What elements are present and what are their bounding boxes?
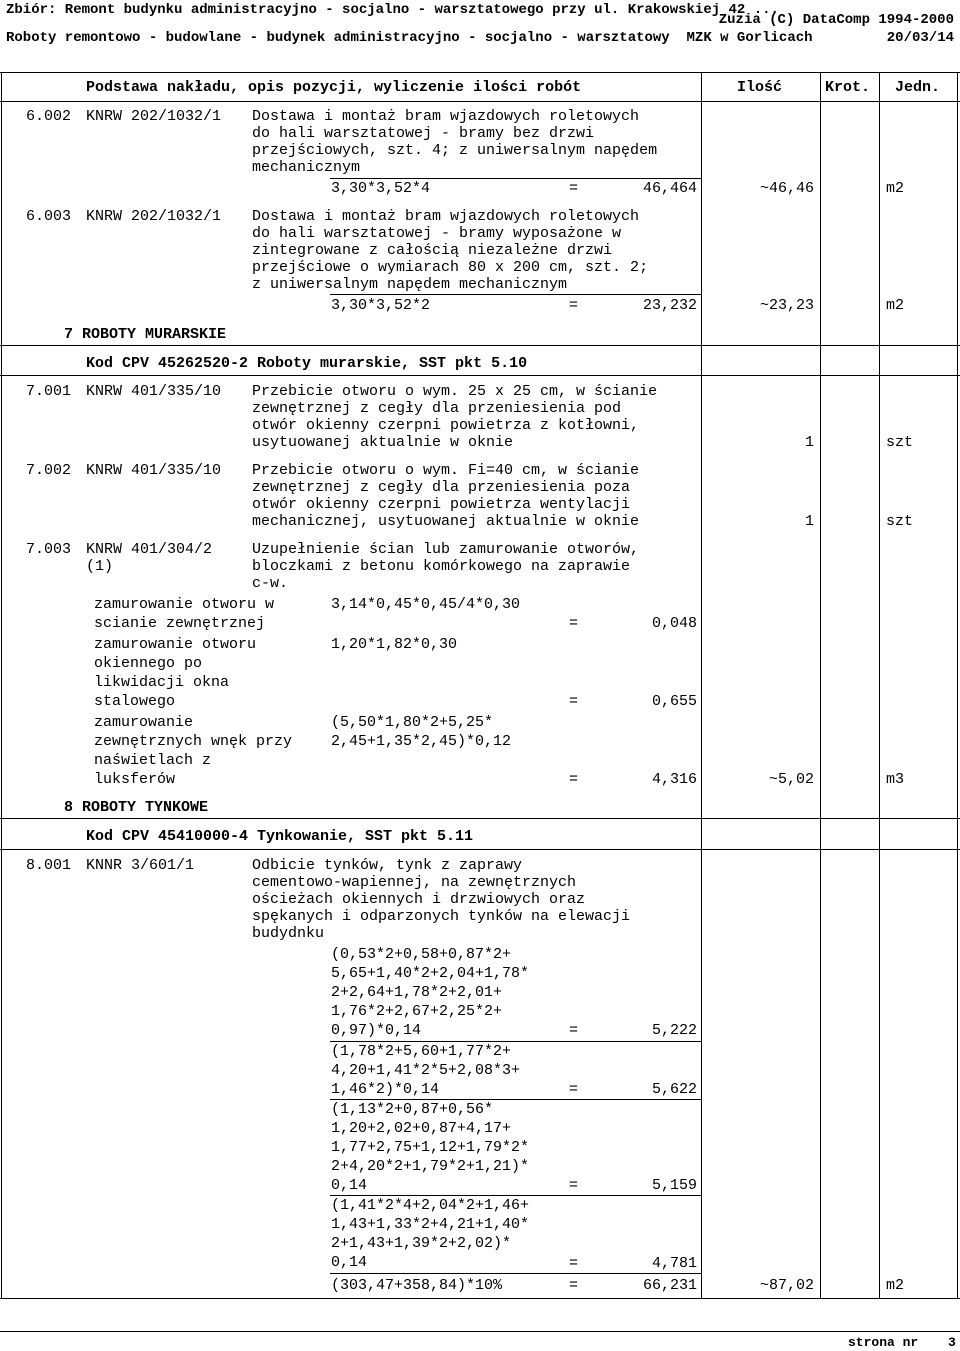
equals-sign: = [569, 693, 579, 710]
col-krot-divider [820, 72, 821, 1299]
sub-formula: (303,47+358,84)*10% [331, 1277, 503, 1294]
item-unit: szt [886, 434, 914, 451]
equals-sign: = [569, 1177, 579, 1194]
table-bottom-border [0, 1298, 960, 1299]
page-number: 3 [948, 1335, 956, 1350]
header-unit: Jedn. [895, 79, 941, 96]
item-number: 7.001 [26, 383, 72, 400]
equals-sign: = [569, 297, 579, 314]
equals-sign: = [569, 1255, 579, 1272]
formula-separator [330, 294, 701, 295]
doc-subtitle: Roboty remontowo - budowlane - budynek administracyjno - socjalno - warsztatowy MZK w Gorlicach [6, 30, 813, 46]
sub-result: 4,781 [651, 1255, 697, 1272]
header-qty: Ilość [737, 79, 783, 96]
software-credit: Zuzia (C) DataComp 1994-2000 [718, 12, 954, 28]
item-qty: 1 [804, 434, 814, 451]
equals-sign: = [569, 1081, 579, 1098]
section-title: 7 ROBOTY MURARSKIE [64, 326, 227, 343]
item-number: 6.003 [26, 208, 72, 225]
section-cpv: Kod CPV 45410000-4 Tynkowanie, SST pkt 5.11 [86, 828, 474, 845]
col-qty-divider [701, 72, 702, 1299]
sub-formula: (5,50*1,80*2+5,25* 2,45+1,35*2,45)*0,12 [331, 714, 512, 750]
item-unit: szt [886, 513, 914, 530]
sub-formula: (0,53*2+0,58+0,87*2+ 5,65+1,40*2+2,04+1,78* 2+2,64+1,78*2+2,01+ 1,76*2+2,67+2,25*2+ 0,97)*0,14 [331, 946, 530, 1039]
footer-rule [0, 1331, 960, 1332]
item-total: ~87,02 [759, 1277, 814, 1294]
col-unit-divider [879, 72, 880, 1299]
equals-sign: = [569, 180, 579, 197]
sub-result: 5,159 [651, 1177, 697, 1194]
formula-separator [330, 1273, 701, 1274]
sub-formula: (1,78*2+5,60+1,77*2+ 4,20+1,41*2*5+2,08*3+ 1,46*2)*0,14 [331, 1043, 521, 1098]
formula-separator [330, 178, 701, 179]
item-description: Przebicie otworu o wym. Fi=40 cm, w ścianie zewnętrznej z cegły dla przeniesienia poza otwór okienny czerpni powietrza wentylacji mechanicznej, usytuowanej aktualnie w oknie [252, 462, 640, 530]
item-total: ~23,23 [759, 297, 814, 314]
item-code: KNRW 401/335/10 [86, 462, 222, 479]
item-description: Dostawa i montaż bram wjazdowych roletowych do hali warsztatowej - bramy wyposażone w zintegrowane z całością niezależne drzwi przejściowe o wymiarach 80 x 200 cm, szt. 2; z uniwersalnym napędem mechanicznym [252, 208, 649, 293]
section-divider [0, 375, 960, 376]
item-number: 7.002 [26, 462, 72, 479]
item-number: 7.003 [26, 541, 72, 558]
sub-label: zamurowanie otworu okiennego po likwidacji okna stalowego [94, 636, 257, 710]
item-description: Dostawa i montaż bram wjazdowych roletowych do hali warsztatowej - bramy bez drzwi przejściowych, szt. 4; z uniwersalnym napędem mechanicznym [252, 108, 658, 176]
sub-label: zamurowanie zewnętrznych wnęk przy naświetlach z luksferów [94, 714, 293, 788]
item-formula: 3,30*3,52*4 [331, 180, 431, 197]
equals-sign: = [569, 1022, 579, 1039]
item-code: KNRW 401/335/10 [86, 383, 222, 400]
item-result: 46,464 [642, 180, 697, 197]
item-code: KNRW 401/304/2 (1) [86, 541, 213, 575]
item-number: 6.002 [26, 108, 72, 125]
section-divider [0, 818, 960, 819]
item-total: ~5,02 [768, 771, 814, 788]
section-divider [0, 849, 960, 850]
item-formula: 3,30*3,52*2 [331, 297, 431, 314]
header-desc: Podstawa nakładu, opis pozycji, wyliczenie ilości robót [86, 79, 582, 96]
item-unit: m2 [886, 1277, 905, 1294]
sub-result: 0,048 [651, 615, 697, 632]
section-divider [0, 345, 960, 346]
sub-result: 66,231 [642, 1277, 697, 1294]
sub-formula: 1,20*1,82*0,30 [331, 636, 458, 653]
section-title: 8 ROBOTY TYNKOWE [64, 799, 209, 816]
equals-sign: = [569, 615, 579, 632]
sub-formula: 3,14*0,45*0,45/4*0,30 [331, 596, 521, 613]
item-description: Przebicie otworu o wym. 25 x 25 cm, w ścianie zewnętrznej z cegły dla przeniesienia pod otwór okienny czerpni powietrza z kotłowni, usytuowanej aktualnie w oknie [252, 383, 658, 451]
item-unit: m2 [886, 297, 905, 314]
item-description: Uzupełnienie ścian lub zamurowanie otworów, bloczkami z betonu komórkowego na zaprawie c-w. [252, 541, 640, 592]
table-top-border [0, 72, 960, 73]
item-total: ~46,46 [759, 180, 814, 197]
equals-sign: = [569, 771, 579, 788]
item-result: 23,232 [642, 297, 697, 314]
table-right-border [957, 72, 958, 1299]
sub-formula: (1,41*2*4+2,04*2+1,46+ 1,43+1,33*2+4,21+1,40* 2+1,43+1,39*2+2,02)* 0,14 [331, 1197, 530, 1271]
item-unit: m3 [886, 771, 905, 788]
item-qty: 1 [804, 513, 814, 530]
page-label: strona nr [848, 1335, 919, 1350]
header-krot: Krot. [825, 79, 871, 96]
item-description: Odbicie tynków, tynk z zaprawy cementowo-wapiennej, na zewnętrznych ościeżach okiennych i drzwiowych oraz spękanych i odparzonych tynków na elewacji budydnku [252, 857, 631, 942]
table-left-border [1, 72, 2, 1299]
doc-date: 20/03/14 [886, 30, 954, 46]
equals-sign: = [569, 1277, 579, 1294]
section-cpv: Kod CPV 45262520-2 Roboty murarskie, SST pkt 5.10 [86, 355, 528, 372]
item-number: 8.001 [26, 857, 72, 874]
sub-result: 0,655 [651, 693, 697, 710]
sub-result: 5,622 [651, 1081, 697, 1098]
table-header-bottom-border [0, 101, 960, 102]
sub-label: zamurowanie otworu w scianie zewnętrznej [94, 596, 275, 632]
sub-result: 5,222 [651, 1022, 697, 1039]
item-code: KNNR 3/601/1 [86, 857, 195, 874]
item-code: KNRW 202/1032/1 [86, 208, 222, 225]
item-unit: m2 [886, 180, 905, 197]
item-code: KNRW 202/1032/1 [86, 108, 222, 125]
doc-collection-title: Zbiór: Remont budynku administracyjno - socjalno - warsztatowego przy ul. Krakowskiej 42 ... [6, 2, 779, 18]
sub-result: 4,316 [651, 771, 697, 788]
sub-formula: (1,13*2+0,87+0,56* 1,20+2,02+0,87+4,17+ 1,77+2,75+1,12+1,79*2* 2+4,20*2+1,79*2+1,21)* 0,14 [331, 1101, 530, 1194]
